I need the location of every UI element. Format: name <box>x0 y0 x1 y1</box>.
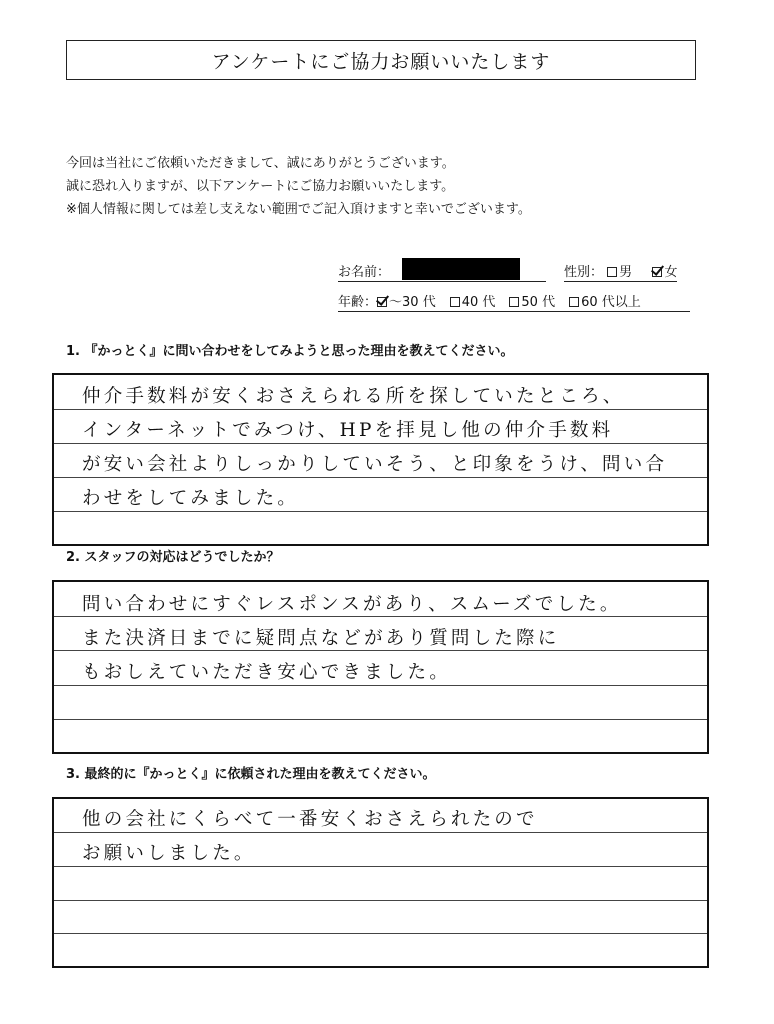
answer-1-line-3: が安い会社よりしっかりしていそう、と印象をうけ、問い合 <box>82 454 668 475</box>
ruled-line <box>54 511 707 512</box>
answer-2-line-2: また決済日までに疑問点などがあり質問した際に <box>82 628 560 649</box>
age-row <box>338 286 690 312</box>
ruled-line <box>54 719 707 720</box>
age-40-checkbox[interactable] <box>450 297 460 307</box>
question-2-label: 2. スタッフの対応はどうでしたか？ <box>66 550 280 565</box>
ruled-line <box>54 409 707 410</box>
answer-2-box[interactable] <box>52 580 709 754</box>
age-option-60[interactable] <box>569 291 641 310</box>
name-label: お名前： <box>338 265 391 280</box>
answer-1-box[interactable] <box>52 373 709 546</box>
age-30-checkbox[interactable] <box>377 297 387 307</box>
gender-field <box>564 261 677 282</box>
intro-line: ※個人情報に関しては差し支えない範囲でご記入頂けますと幸いでございます。 <box>66 202 531 217</box>
answer-1-line-1: 仲介手数料が安くおさえられる所を探していたところ、 <box>82 386 625 407</box>
ruled-line <box>54 650 707 651</box>
age-label: 年齢： <box>338 295 378 310</box>
age-option-50[interactable] <box>509 291 555 310</box>
gender-male-checkbox[interactable] <box>607 267 617 277</box>
answer-3-box[interactable] <box>52 797 709 968</box>
answer-2-line-1: 問い合わせにすぐレスポンスがあり、スムーズでした。 <box>82 594 622 615</box>
age-60-checkbox[interactable] <box>569 297 579 307</box>
age-option-30[interactable] <box>377 291 436 310</box>
gender-female-label: 女 <box>664 265 678 280</box>
question-1-label: 1. 『かっとく』に問い合わせをしてみようと思った理由を教えてください。 <box>66 344 514 359</box>
intro-line: 誠に恐れ入りますが、以下アンケートにご協力お願いいたします。 <box>66 179 455 194</box>
ruled-line <box>54 933 707 934</box>
ruled-line <box>54 900 707 901</box>
gender-male-label: 男 <box>619 265 633 280</box>
ruled-line <box>54 832 707 833</box>
age-40-label: 40 代 <box>461 295 496 310</box>
respondent-info <box>338 258 690 312</box>
name-field[interactable] <box>338 258 546 282</box>
age-50-checkbox[interactable] <box>509 297 519 307</box>
name-gender-row <box>338 258 690 282</box>
ruled-line <box>54 477 707 478</box>
answer-3-line-1: 他の会社にくらべて一番安くおさえられたので <box>82 809 538 830</box>
ruled-line <box>54 616 707 617</box>
answer-1-line-2: インターネットでみつけ、HPを拝見し他の仲介手数料 <box>82 420 614 441</box>
age-50-label: 50 代 <box>521 295 556 310</box>
answer-1-line-4: わせをしてみました。 <box>82 488 300 509</box>
answer-2-line-3: もおしえていただき安心できました。 <box>82 662 451 683</box>
ruled-line <box>54 443 707 444</box>
age-60-label: 60 代以上 <box>581 295 641 310</box>
gender-female-checkbox[interactable] <box>652 267 662 277</box>
redacted-name <box>402 258 520 280</box>
intro-line: 今回は当社にご依頼いただきまして、誠にありがとうございます。 <box>66 156 455 171</box>
intro-text <box>66 152 531 221</box>
age-option-40[interactable] <box>450 291 496 310</box>
survey-title <box>66 40 696 80</box>
age-30-label: ～30 代 <box>389 295 436 310</box>
ruled-line <box>54 866 707 867</box>
gender-label: 性別： <box>564 265 604 280</box>
survey-title-text: アンケートにご協力お願いいたします <box>211 50 551 73</box>
answer-3-line-2: お願いしました。 <box>82 843 256 864</box>
ruled-line <box>54 685 707 686</box>
question-3-label: 3. 最終的に『かっとく』に依頼された理由を教えてください。 <box>66 767 436 782</box>
